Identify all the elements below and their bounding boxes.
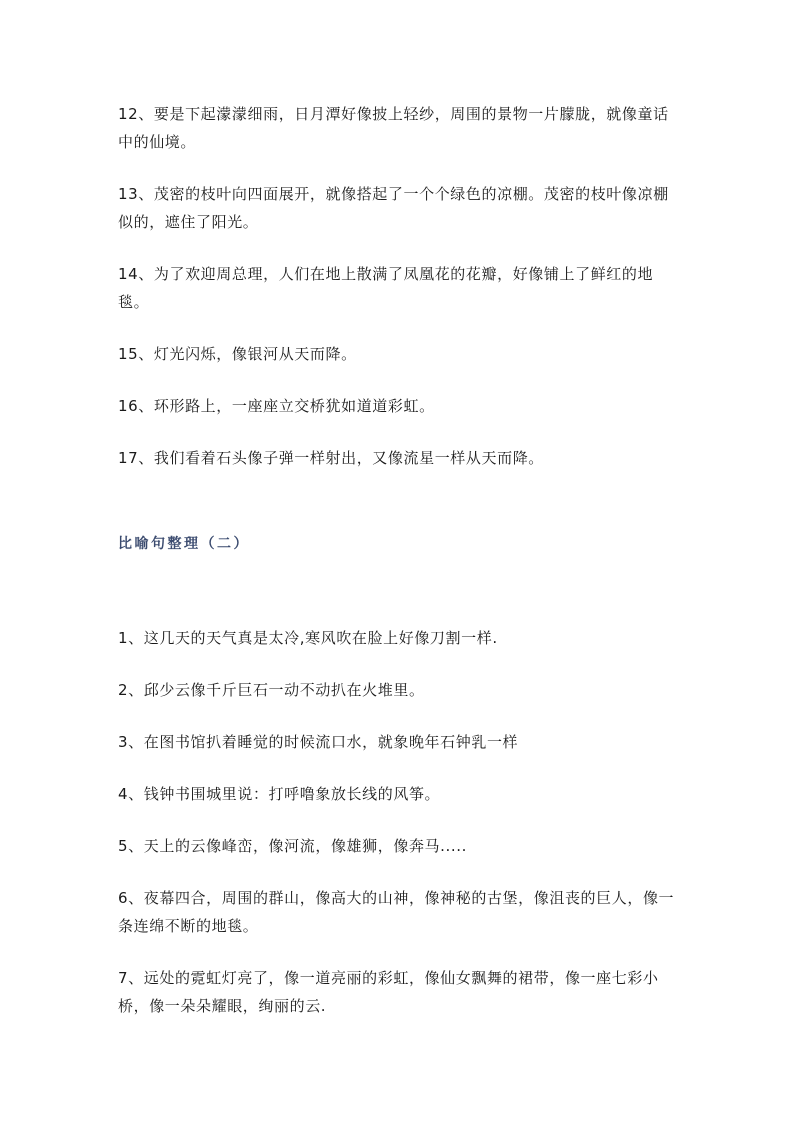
sentence-17: 17、我们看着石头像子弹一样射出，又像流星一样从天而降。 [118,449,544,467]
sentence-2: 2、邱少云像千斤巨石一动不动扒在火堆里。 [118,681,425,699]
sentence-6: 6、夜幕四合，周围的群山，像高大的山神，像神秘的古堡，像沮丧的巨人，像一条连绵不断的地毯。 [118,889,675,935]
section-heading: 比喻句整理（二） [118,536,250,552]
sentence-4: 4、钱钟书围城里说：打呼噜象放长线的风筝。 [118,785,441,803]
sentence-14: 14、为了欢迎周总理，人们在地上散满了凤凰花的花瓣，好像铺上了鲜红的地毯。 [118,265,654,311]
sentence-5: 5、天上的云像峰峦，像河流，像雄狮，像奔马..... [118,837,467,855]
sentence-16: 16、环形路上，一座座立交桥犹如道道彩虹。 [118,397,435,415]
sentence-15: 15、灯光闪烁，像银河从天而降。 [118,345,357,363]
sentence-1: 1、这几天的天气真是太冷,寒风吹在脸上好像刀割一样. [118,629,498,647]
sentence-12: 12、要是下起濛濛细雨，日月潭好像披上轻纱，周围的景物一片朦胧，就像童话中的仙境。 [118,105,669,151]
sentence-7: 7、远处的霓虹灯亮了，像一道亮丽的彩虹，像仙女飘舞的裙带，像一座七彩小桥，像一朵朵耀眼，绚丽的云. [118,969,659,1015]
sentence-13: 13、茂密的枝叶向四面展开，就像搭起了一个个绿色的凉棚。茂密的枝叶像凉棚似的，遮住了阳光。 [118,185,669,231]
sentence-3: 3、在图书馆扒着睡觉的时候流口水，就象晚年石钟乳一样 [118,733,519,751]
